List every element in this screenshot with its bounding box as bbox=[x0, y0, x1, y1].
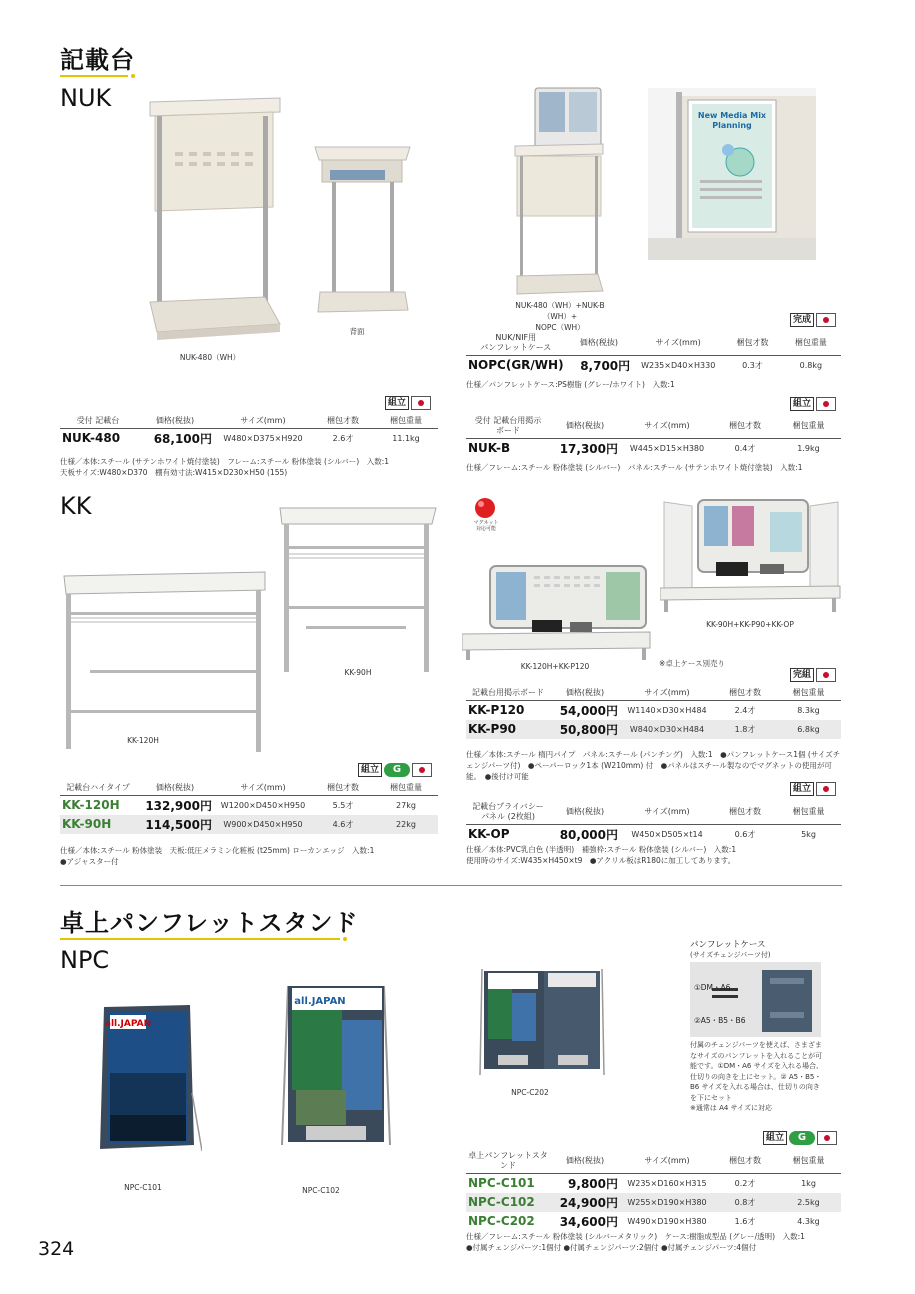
npc-price-1: 24,900円 bbox=[550, 1193, 620, 1212]
table-row bbox=[60, 815, 438, 834]
nuk-th-2: サイズ(mm) bbox=[214, 414, 312, 429]
kkop-price: 80,000円 bbox=[559, 827, 618, 842]
nuk-th-0: 受付 記載台 bbox=[60, 414, 136, 429]
badge-kansei-label: 完成 bbox=[790, 313, 814, 327]
npc-th-3: 梱包才数 bbox=[714, 1149, 776, 1174]
badge-kumitate-label: 組立 bbox=[763, 1131, 787, 1145]
nukb-th-2: サイズ(mm) bbox=[620, 414, 714, 439]
badge-kumitate-label: 組立 bbox=[790, 782, 814, 796]
green-g-icon: G bbox=[789, 1131, 815, 1145]
kk-price-1: 114,500円 bbox=[136, 815, 214, 834]
table-row bbox=[60, 796, 438, 815]
kkop-size: W450×D505×t14 bbox=[631, 829, 703, 839]
kkp-table bbox=[466, 686, 841, 739]
npc-c102-photo bbox=[276, 980, 394, 1155]
npc-th-1: 価格(税抜) bbox=[550, 1149, 620, 1174]
npc-th-0: 卓上パンフレットスタ ンド bbox=[466, 1149, 550, 1174]
npc-name-0: NPC-C101 bbox=[468, 1176, 535, 1191]
nukb-th-0: 受付 記載台用掲示 ボード bbox=[466, 414, 550, 439]
caption-kk-90h-p90-op: KK-90H+KK-P90+KK-OP bbox=[706, 620, 794, 629]
kkp-th-0: 記載台用掲示ボード bbox=[466, 686, 550, 701]
kkop-th-3: 梱包才数 bbox=[714, 800, 776, 825]
npc-weight-1: 2.5kg bbox=[776, 1193, 841, 1212]
npc-name-1: NPC-C102 bbox=[466, 1193, 550, 1212]
nopc-name: NOPC(GR/WH) bbox=[468, 358, 564, 373]
kk-90h-p90-op-photo bbox=[660, 498, 842, 616]
table-row bbox=[466, 1174, 841, 1193]
nopc-pack: 0.3才 bbox=[742, 360, 763, 370]
kk-pack-1: 4.6才 bbox=[312, 815, 374, 834]
table-row bbox=[466, 356, 841, 375]
caption-npc-c202: NPC-C202 bbox=[511, 1088, 549, 1097]
npc-weight-0: 1kg bbox=[801, 1178, 816, 1188]
table-row bbox=[466, 825, 841, 844]
kkp-th-3: 梱包才数 bbox=[714, 686, 776, 701]
kkop-name: KK-OP bbox=[468, 827, 510, 842]
badge-kumitate-label: 組立 bbox=[358, 763, 382, 777]
kk-th-0: 記載台ハイタイプ bbox=[60, 781, 136, 796]
kk-th-3: 梱包才数 bbox=[312, 781, 374, 796]
nopc-th-0: NUK/NIF用 パンフレットケース bbox=[466, 331, 566, 356]
caption-nuk-back: 背面 bbox=[349, 327, 365, 336]
table-row bbox=[466, 720, 841, 739]
nopc-th-4: 梱包重量 bbox=[781, 331, 841, 356]
japan-flag-icon bbox=[412, 763, 432, 777]
nuk-480-photo bbox=[145, 92, 285, 347]
nukb-price: 17,300円 bbox=[559, 441, 618, 456]
badge-kumitate-label: 組立 bbox=[790, 397, 814, 411]
kkp-size-1: W840×D30×H484 bbox=[620, 720, 714, 739]
caption-nuk-480: NUK-480（WH） bbox=[179, 353, 241, 362]
section-divider bbox=[60, 885, 842, 886]
kk-table bbox=[60, 781, 438, 834]
npc-size-1: W255×D190×H380 bbox=[620, 1193, 714, 1212]
japan-flag-icon bbox=[816, 313, 836, 327]
kk-weight-1: 22kg bbox=[374, 815, 438, 834]
kkp-th-1: 価格(税抜) bbox=[550, 686, 620, 701]
kkop-weight: 5kg bbox=[801, 829, 816, 839]
title-underline bbox=[60, 938, 340, 940]
npc-note: 仕様／フレーム:スチール 粉体塗装 (シルバーメタリック) ケース:樹脂成型品 (グレー/透明) 入数:1 ●付属チェンジパーツ:1個付 ●付属チェンジパーツ:2個付 ●付属チェンジパーツ:4個付 bbox=[466, 1232, 805, 1252]
npc-table bbox=[466, 1149, 841, 1231]
green-g-icon: G bbox=[384, 763, 410, 777]
badge-kumitate bbox=[790, 782, 836, 796]
nukb-name: NUK-B bbox=[468, 441, 511, 456]
nuk-back-photo bbox=[310, 142, 415, 320]
nuk-pack: 2.6才 bbox=[332, 433, 354, 443]
title-underline-dot bbox=[131, 74, 135, 78]
kkop-th-4: 梱包重量 bbox=[776, 800, 841, 825]
kk-th-2: サイズ(mm) bbox=[214, 781, 312, 796]
kkp-name-0: KK-P120 bbox=[468, 703, 525, 718]
poster-title-line1: New Media Mix bbox=[697, 111, 767, 120]
case-description: 付属のチェンジパーツを使えば、さまざまなサイズのパンフレットを入れることが可能です。①DM・A6 サイズを入れる場合、仕切りの向きを上にセット。② A5・B5・B6 サイズを入れる場合は、仕切りの向きを下にセット ※通常は A4 サイズに対応 bbox=[690, 1041, 824, 1112]
nopc-weight: 0.8kg bbox=[799, 360, 823, 370]
japan-flag-icon bbox=[816, 782, 836, 796]
kkp-th-4: 梱包重量 bbox=[776, 686, 841, 701]
kk-size-1: W900×D450×H950 bbox=[214, 815, 312, 834]
japan-flag-icon bbox=[816, 668, 836, 682]
kk-name-1: KK-90H bbox=[60, 815, 136, 834]
npc-pack-0: 0.2才 bbox=[734, 1178, 756, 1188]
kkop-th-2: サイズ(mm) bbox=[620, 800, 714, 825]
kkop-table bbox=[466, 800, 841, 844]
kk-note: 仕様／本体:スチール 粉体塗装 天板:低圧メラミン化粧板 (t25mm) ローカンエッジ 入数:1 ●アジャスター付 bbox=[60, 846, 375, 866]
kkop-pack: 0.6才 bbox=[734, 829, 756, 839]
title-underline-dot bbox=[343, 937, 347, 941]
badge-kumitate-label: 組立 bbox=[385, 396, 409, 410]
table-row bbox=[466, 1212, 841, 1231]
table-row bbox=[466, 1193, 841, 1212]
case-label-2: ②A5・B5・B6 bbox=[694, 1016, 746, 1025]
nuk-name: NUK-480 bbox=[62, 431, 121, 446]
kk-pack-0: 5.5才 bbox=[332, 800, 354, 810]
kkp-name-1: KK-P90 bbox=[466, 720, 550, 739]
poster-title-line2: Planning bbox=[712, 121, 752, 130]
kk-th-1: 価格(税抜) bbox=[136, 781, 214, 796]
title-underline bbox=[60, 75, 128, 77]
npc-price-0: 9,800円 bbox=[568, 1176, 618, 1191]
kk-name-0: KK-120H bbox=[62, 798, 120, 813]
badge-kansei bbox=[790, 313, 836, 327]
nopc-table bbox=[466, 331, 841, 375]
magnet-ball-icon bbox=[474, 497, 496, 519]
nukb-pack: 0.4才 bbox=[734, 443, 756, 453]
case-title: パンフレットケース bbox=[690, 940, 766, 950]
nopc-th-3: 梱包才数 bbox=[724, 331, 780, 356]
badge-kangumi-label: 完組 bbox=[790, 668, 814, 682]
badge-kumitate bbox=[763, 1131, 837, 1145]
nukb-th-1: 価格(税抜) bbox=[550, 414, 620, 439]
kk-120h-photo bbox=[60, 570, 268, 755]
nuk-size: W480×D375×H920 bbox=[223, 433, 303, 443]
section-subtitle-nuk: NUK bbox=[60, 84, 112, 112]
nuk-note: 仕様／本体:スチール (サテンホワイト焼付塗装) フレーム:スチール 粉体塗装 (シルバー) 入数:1 天板サイズ:W480×D370 棚有効寸法:W415×D230×H50 (155) bbox=[60, 457, 389, 477]
kkp-pack-1: 1.8才 bbox=[714, 720, 776, 739]
nopc-poster-photo bbox=[648, 88, 816, 260]
kkop-th-1: 価格(税抜) bbox=[550, 800, 620, 825]
badge-kumitate bbox=[385, 396, 431, 410]
nopc-note: 仕様／パンフレットケース:PS樹脂 (グレー/ホワイト) 入数:1 bbox=[466, 380, 675, 389]
nuk-price: 68,100円 bbox=[153, 431, 212, 446]
magazine-logo-text: all.JAPAN bbox=[104, 1019, 152, 1029]
magazine-logo-text: all.JAPAN bbox=[294, 996, 346, 1007]
kkp-weight-1: 6.8kg bbox=[776, 720, 841, 739]
npc-c202-photo bbox=[478, 965, 606, 1080]
caption-kk-90h: KK-90H bbox=[344, 668, 372, 677]
caption-npc-c101: NPC-C101 bbox=[124, 1183, 162, 1192]
nukb-size: W445×D15×H380 bbox=[629, 443, 705, 453]
nopc-th-2: サイズ(mm) bbox=[632, 331, 724, 356]
kk-120h-p120-photo bbox=[462, 562, 652, 662]
magnet-label: マグネット 対応可能 bbox=[473, 520, 499, 532]
nukb-th-3: 梱包才数 bbox=[714, 414, 776, 439]
npc-th-4: 梱包重量 bbox=[776, 1149, 841, 1174]
section-title-nuk: 記載台 bbox=[60, 46, 135, 74]
nuk-weight: 11.1kg bbox=[392, 433, 420, 443]
caption-npc-c102: NPC-C102 bbox=[302, 1186, 340, 1195]
badge-kangumi bbox=[790, 668, 836, 682]
nukb-th-4: 梱包重量 bbox=[776, 414, 841, 439]
npc-c101-photo bbox=[98, 1003, 202, 1153]
badge-kumitate bbox=[790, 397, 836, 411]
badge-kumitate bbox=[358, 763, 432, 777]
nuk-th-1: 価格(税抜) bbox=[136, 414, 214, 429]
nukb-weight: 1.9kg bbox=[797, 443, 820, 453]
case-subtitle: (サイズチェンジパーツ付) bbox=[690, 951, 771, 959]
kkp-size-0: W1140×D30×H484 bbox=[627, 705, 707, 715]
kk-90h-photo bbox=[276, 506, 438, 674]
kkp-price-0: 54,000円 bbox=[559, 703, 618, 718]
nuk-th-4: 梱包重量 bbox=[374, 414, 438, 429]
kk-weight-0: 27kg bbox=[396, 800, 416, 810]
section-subtitle-kk: KK bbox=[60, 492, 92, 520]
japan-flag-icon bbox=[817, 1131, 837, 1145]
nukb-table bbox=[466, 414, 841, 458]
nukb-note: 仕様／フレーム:スチール 粉体塗装 (シルバー) パネル:スチール (サテンホワイト焼付塗装) 入数:1 bbox=[466, 463, 803, 472]
nopc-size: W235×D40×H330 bbox=[641, 360, 716, 370]
npc-size-2: W490×D190×H380 bbox=[627, 1216, 707, 1226]
kkp-note: 仕様／本体:スチール 楕円パイプ パネル:スチール (パンチング) 入数:1 ●パンフレットケース1個 (サイズチェンジパーツ付) ●ペーパーロック1本 (W210mm) 付 ●パネルはスチール製なのでマグネットの使用が可能。 ●後付け可能 bbox=[466, 750, 841, 781]
nopc-price: 8,700円 bbox=[580, 358, 631, 373]
caption-kk-120h-p120: KK-120H+KK-P120 bbox=[520, 662, 590, 671]
caption-case-sold-separately: ※卓上ケース別売り bbox=[659, 659, 725, 668]
npc-pack-2: 1.6才 bbox=[734, 1216, 756, 1226]
kkop-th-0: 記載台プライバシー パネル (2枚組) bbox=[466, 800, 550, 825]
section-subtitle-npc: NPC bbox=[60, 946, 110, 974]
table-row bbox=[60, 429, 438, 448]
npc-size-0: W235×D160×H315 bbox=[627, 1178, 707, 1188]
japan-flag-icon bbox=[816, 397, 836, 411]
kkp-pack-0: 2.4才 bbox=[734, 705, 756, 715]
npc-pack-1: 0.8才 bbox=[714, 1193, 776, 1212]
kk-size-0: W1200×D450×H950 bbox=[220, 800, 306, 810]
kkp-price-1: 50,800円 bbox=[550, 720, 620, 739]
page-number: 324 bbox=[38, 1238, 75, 1260]
npc-weight-2: 4.3kg bbox=[797, 1216, 820, 1226]
npc-th-2: サイズ(mm) bbox=[620, 1149, 714, 1174]
kkp-weight-0: 8.3kg bbox=[797, 705, 820, 715]
nuk-table bbox=[60, 414, 438, 448]
nopc-th-1: 価格(税抜) bbox=[566, 331, 633, 356]
table-row bbox=[466, 701, 841, 720]
nuk-th-3: 梱包才数 bbox=[312, 414, 374, 429]
japan-flag-icon bbox=[411, 396, 431, 410]
npc-price-2: 34,600円 bbox=[559, 1214, 618, 1229]
table-row bbox=[466, 439, 841, 458]
kkp-th-2: サイズ(mm) bbox=[620, 686, 714, 701]
section-title-npc: 卓上パンフレットスタンド bbox=[60, 909, 359, 937]
caption-nuk-combo: NUK-480（WH）+NUK-B（WH）+ NOPC（WH） bbox=[515, 301, 605, 332]
npc-name-2: NPC-C202 bbox=[468, 1214, 535, 1228]
kk-th-4: 梱包重量 bbox=[374, 781, 438, 796]
case-label-1: ①DM・A6 bbox=[694, 983, 731, 992]
nuk-combo-photo bbox=[513, 86, 605, 296]
kkop-note: 仕様／本体:PVC乳白色 (半透明) 補強枠:スチール 粉体塗装 (シルバー) 入数:1 使用時のサイズ:W435×H450×t9 ●アクリル板はR180に加工してあります。 bbox=[466, 845, 737, 865]
kk-price-0: 132,900円 bbox=[145, 798, 212, 813]
caption-kk-120h: KK-120H bbox=[127, 736, 159, 745]
